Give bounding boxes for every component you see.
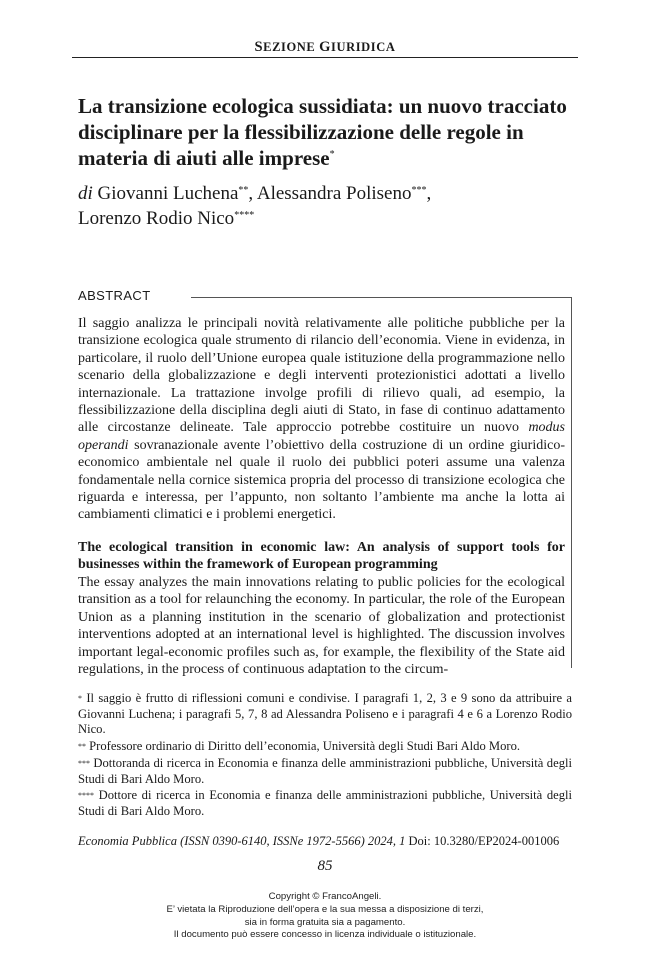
header-rule: [72, 57, 578, 58]
abstract-side-rule: [571, 297, 572, 668]
footnote: **** Dottore di ricerca in Economia e finanza delle amministrazioni pubbliche, Università degli Studi di Bari Aldo Moro.: [78, 788, 572, 818]
article-title: La transizione ecologica sussidiata: un nuovo tracciato disciplinare per la flessibilizzazione delle regole in materia di aiuti alle imprese*: [78, 94, 567, 170]
footnote: * Il saggio è frutto di riflessioni comuni e condivise. I paragrafi 1, 2, 3 e 9 sono da attribuire a Giovanni Luchena; i paragrafi 5, 7, 8 ad Alessandra Poliseno e i paragrafi 4 e 6 a Lorenzo Rodio Nico.: [78, 691, 572, 737]
abstract-english-title: The ecological transition in economic law: An analysis of support tools for businesses within the framework of European programming: [78, 540, 565, 573]
abstract-english: The essay analyzes the main innovations relating to public policies for the ecological transition as a tool for relaunching the economy. In particular, the role of the European Union as a planning institution in the scenario of globalization and protectionist interventions adopted at an international level is highlighted. The discussion involves important legal-economic profiles such as, for example, the flexibility of the State aid regulations, in the process of continuous adaptation to the circum-: [78, 575, 565, 678]
title-footnote-mark: *: [329, 149, 335, 160]
abstract-rule: [191, 297, 572, 298]
article-authors: di Giovanni Luchena**, Alessandra Poliseno***, Lorenzo Rodio Nico****: [78, 183, 432, 229]
copyright-notice: Copyright © FrancoAngeli. E’ vietata la Riproduzione dell’opera e la sua messa a disposizione di terzi, sia in forma gratuita sia a pagamento. Il documento può essere concesso in licenza individuale o istituzionale.: [166, 891, 484, 941]
section-header: SEZIONE GIURIDICA: [254, 39, 396, 55]
abstract-label: ABSTRACT: [78, 288, 151, 303]
footnote: ** Professore ordinario di Diritto dell’economia, Università degli Studi Bari Aldo Moro.: [78, 739, 521, 753]
footnote: *** Dottoranda di ricerca in Economia e finanza delle amministrazioni pubbliche, Università degli Studi di Bari Aldo Moro.: [78, 756, 572, 786]
abstract-italian: Il saggio analizza le principali novità relativamente alle politiche pubbliche per la transizione ecologica quale strumento di rilancio dell’economia. Viene in evidenza, in particolare, il ruolo dell’Unione europea quale istituzione della programmazione nello scenario della globalizzazione e degli interventi protezionistici adottati a livello internazionale. La trattazione involge profili di rilievo quali, ad esempio, la flessibilizzazione della disciplina degli aiuti di Stato, in fase di continuo adattamento alle circostanze delineate. Tale approccio potrebbe costituire un nuovo modus operandi sovranazionale avente l’obiettivo della costruzione di un ordine giuridico-economico ambientale nel quale il ruolo dei pubblici poteri assume una valenza fondamentale nella cornice sistemica propria del processo di transizione ecologica che riguarda e interessa, per l’appunto, non soltanto l’ambiente ma anche la lotta ai cambiamenti climatici e i problemi energetici.: [78, 316, 565, 523]
page-number: 85: [317, 858, 333, 874]
journal-citation: Economia Pubblica (ISSN 0390-6140, ISSNe 1972-5566) 2024, 1 Doi: 10.3280/EP2024-001006: [78, 834, 560, 848]
